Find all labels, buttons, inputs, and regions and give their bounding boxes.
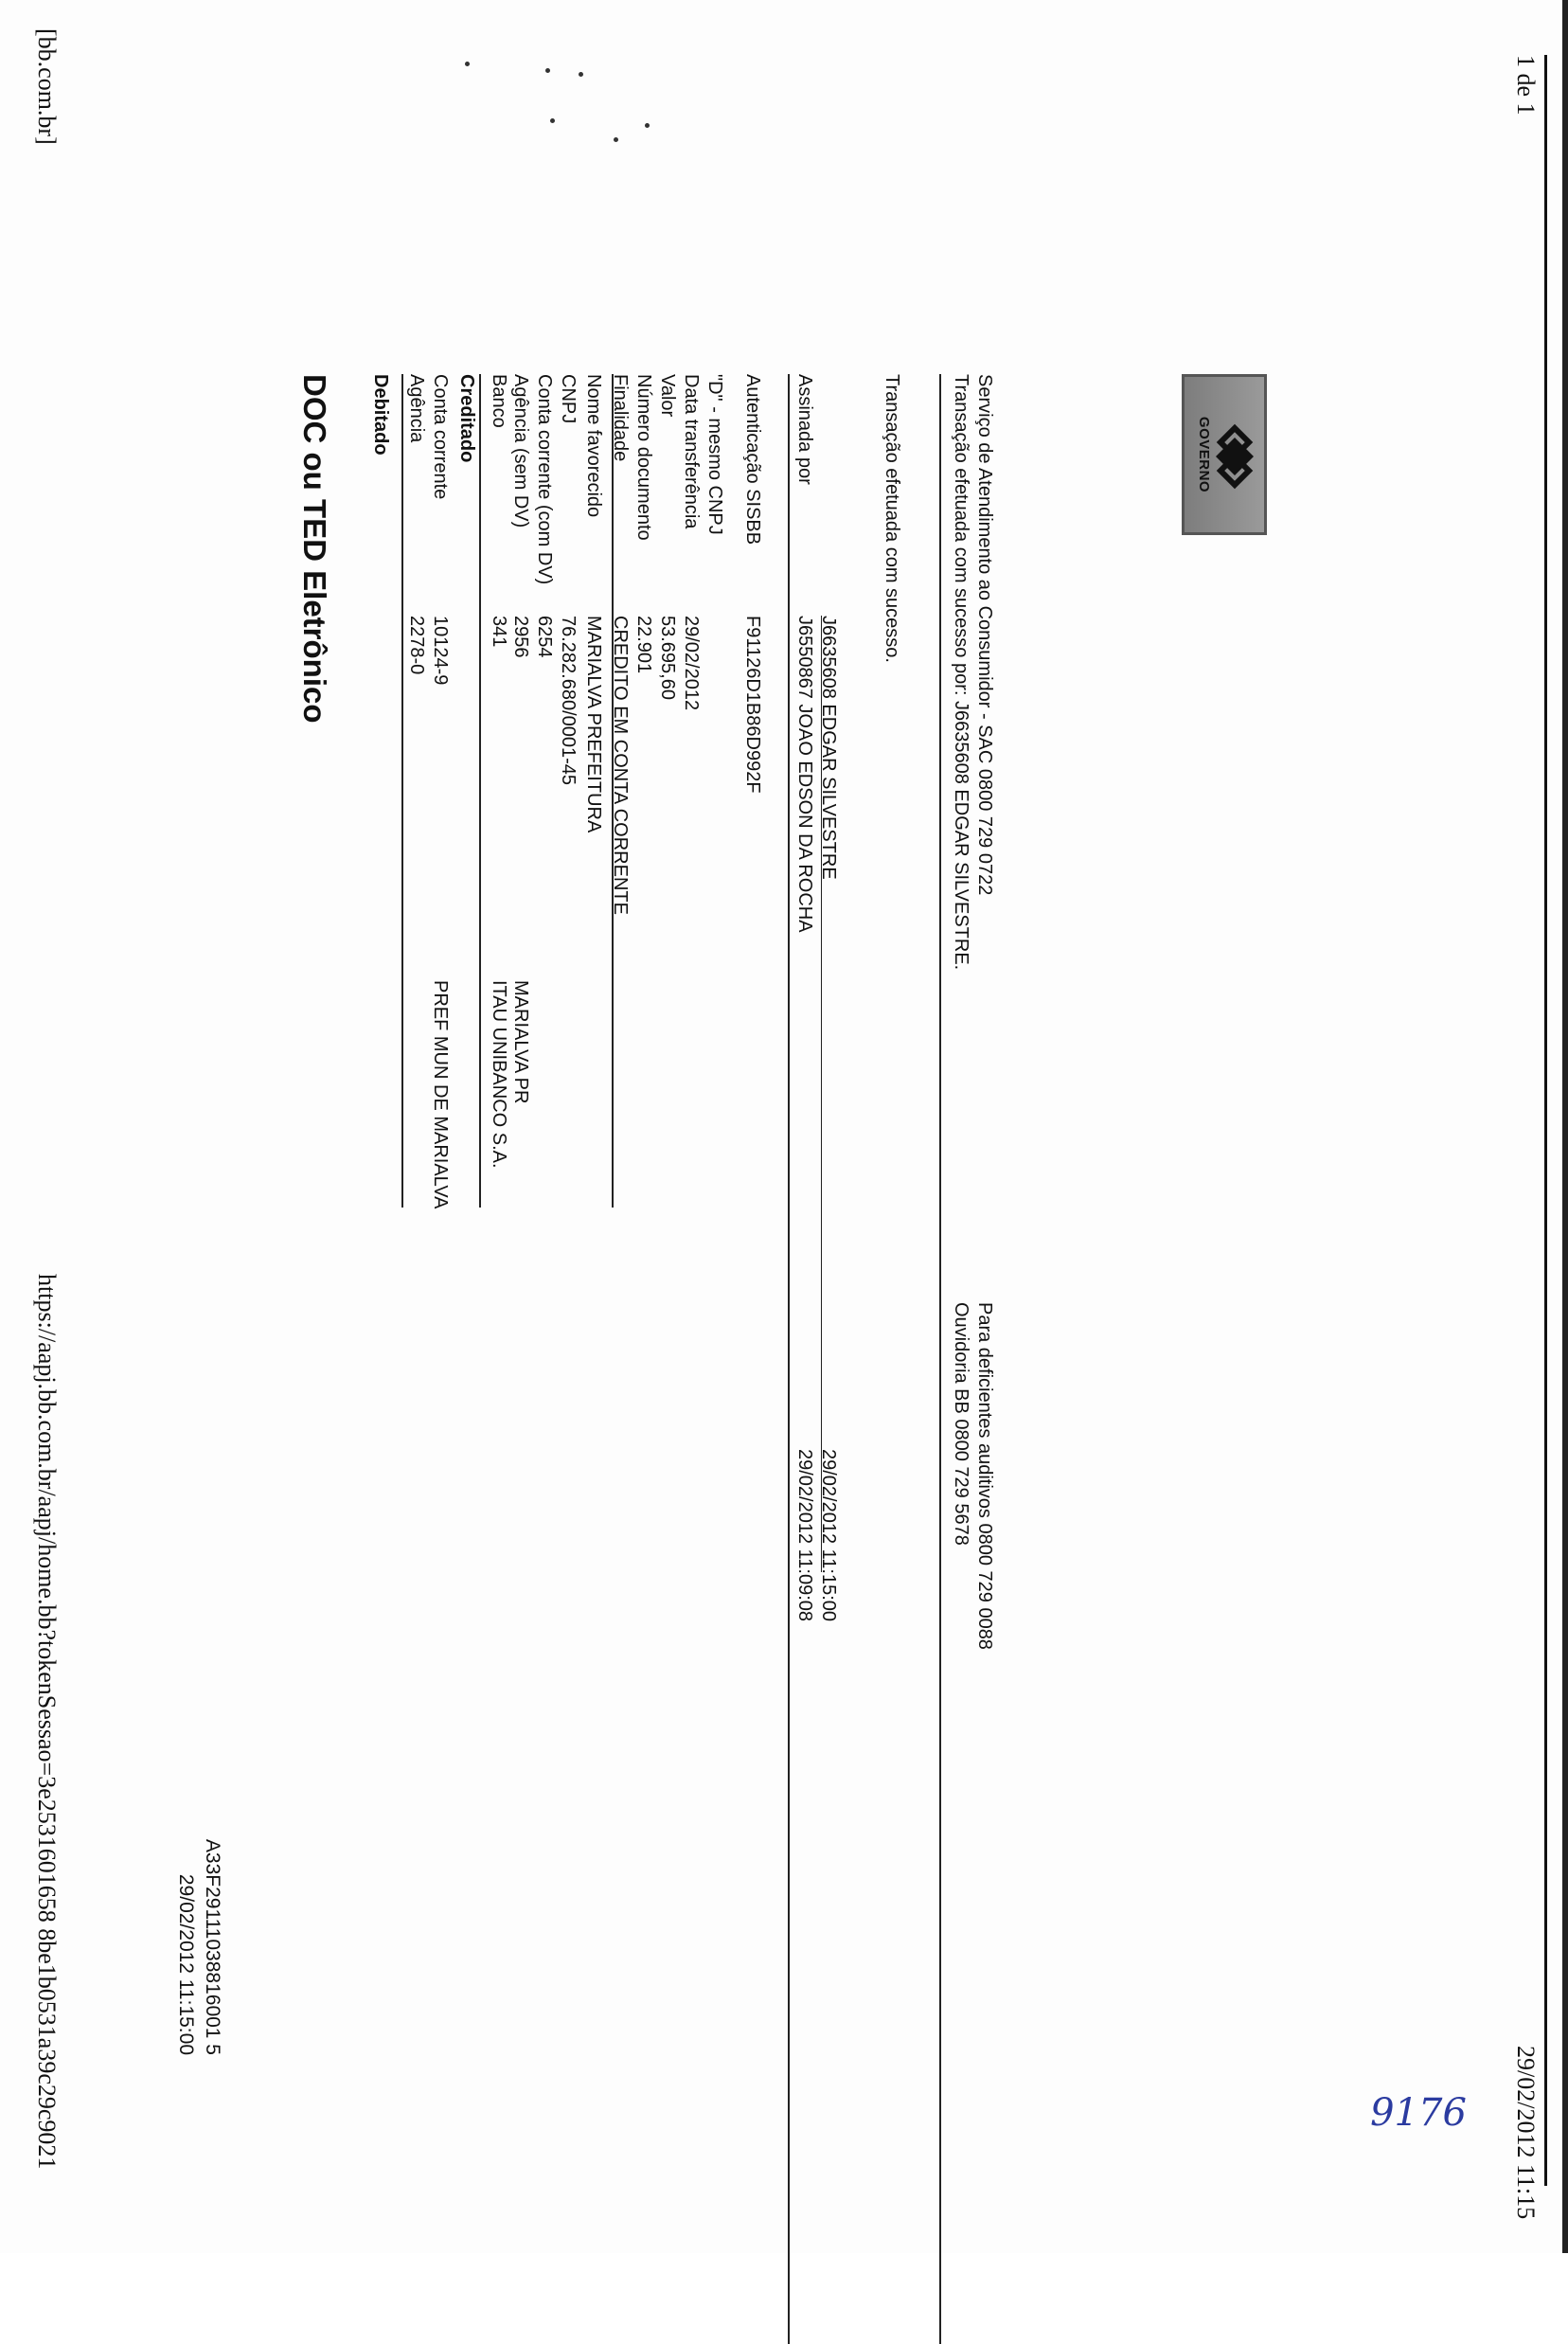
bb-logo-icon [1211, 419, 1258, 494]
scan-speck [465, 62, 470, 66]
logo-text: GOVERNO [1196, 416, 1212, 493]
creditado-banco-label: Banco [489, 374, 509, 428]
signer-datetime: 29/02/2012 11:15:00 [818, 1449, 839, 1622]
finalidade-value: CREDITO EM CONTA CORRENTE [610, 616, 631, 915]
divider [401, 374, 403, 1208]
creditado-favorecido-label: Nome favorecido [583, 374, 604, 518]
creditado-agencia-label: Agência (sem DV) [510, 374, 531, 528]
ouvidoria-footer: Ouvidoria BB 0800 729 5678 [951, 1302, 971, 1546]
debitado-conta-value: 10124-9 [430, 616, 451, 686]
print-datetime: 29/02/2012 11:15 [1512, 2046, 1540, 2220]
footer-rule [1544, 55, 1547, 2186]
scan-speck [545, 68, 550, 73]
scan-speck [645, 123, 650, 128]
debitado-conta-name: PREF MUN DE MARIALVA [430, 980, 451, 1209]
scan-speck [550, 118, 555, 123]
divider [939, 374, 941, 2344]
deficientes-footer: Para deficientes auditivos 0800 729 0088 [974, 1302, 995, 1650]
creditado-heading: Creditado [456, 374, 477, 463]
mesmo-cnpj-note: "D" - mesmo CNPJ [704, 374, 725, 535]
debitado-conta-label: Conta corrente [430, 374, 451, 500]
numero-documento-label: Número documento [633, 374, 654, 541]
status-message: Transação efetuada com sucesso. [882, 374, 902, 663]
debitado-agencia-label: Agência [406, 374, 427, 443]
page-count: 1 de 1 [1512, 55, 1540, 116]
page-title: DOC ou TED Eletrônico [297, 374, 332, 724]
scan-edge [1562, 0, 1568, 2253]
creditado-agencia-value: 2956 [510, 616, 531, 658]
creditado-conta-value: 6254 [534, 616, 555, 658]
document-code: A33F29111038816001 5 [202, 1838, 223, 2055]
divider [479, 374, 481, 1208]
creditado-cnpj-label: CNPJ [558, 374, 579, 424]
signer-name: J6550867 JOAO EDSON DA ROCHA [794, 616, 815, 933]
debitado-heading: Debitado [370, 374, 391, 456]
transacao-footer: Transação efetuada com sucesso por: J6635608 EDGAR SILVESTRE. [951, 374, 971, 971]
site-label: [bb.com.br] [33, 28, 61, 145]
scan-speck [579, 72, 583, 77]
scan-speck [614, 137, 618, 142]
handwritten-page-number: 9176 [1370, 2090, 1467, 2135]
signer-datetime: 29/02/2012 11:09:08 [794, 1449, 815, 1622]
sac-footer: Serviço de Atendimento ao Consumidor - SAC 0800 729 0722 [974, 374, 995, 896]
signer-name: J6635608 EDGAR SILVESTRE [818, 616, 839, 880]
numero-documento-value: 22.901 [633, 616, 654, 674]
divider [788, 374, 790, 2344]
creditado-banco-name: ITAU UNIBANCO S.A. [489, 980, 509, 1169]
banco-do-brasil-logo [1182, 374, 1267, 535]
creditado-agencia-name: MARIALVA PR [510, 980, 531, 1104]
creditado-cnpj-value: 76.282.680/0001-45 [558, 616, 579, 786]
creditado-favorecido-value: MARIALVA PREFEITURA [583, 616, 604, 833]
autenticacao-label: Autenticação SISBB [742, 374, 763, 546]
valor-label: Valor [657, 374, 678, 418]
autenticacao-value: F91126D1B86D992F [742, 616, 763, 794]
page-url: https://aapj.bb.com.br/aapj/home.bb?tokenSessao=3e2531601658 8be1b0531a39c29c9021 [33, 1274, 61, 2170]
data-transferencia-value: 29/02/2012 [681, 616, 702, 711]
finalidade-label: Finalidade [610, 374, 631, 462]
debitado-agencia-value: 2278-0 [406, 616, 427, 675]
document-datetime: 29/02/2012 11:15:00 [175, 1873, 197, 2055]
data-transferencia-label: Data transferência [681, 374, 702, 529]
creditado-conta-label: Conta corrente (com DV) [534, 374, 555, 585]
creditado-banco-value: 341 [489, 616, 509, 648]
assinada-por-label: Assinada por [794, 374, 815, 485]
valor-value: 53.695,60 [657, 616, 678, 700]
